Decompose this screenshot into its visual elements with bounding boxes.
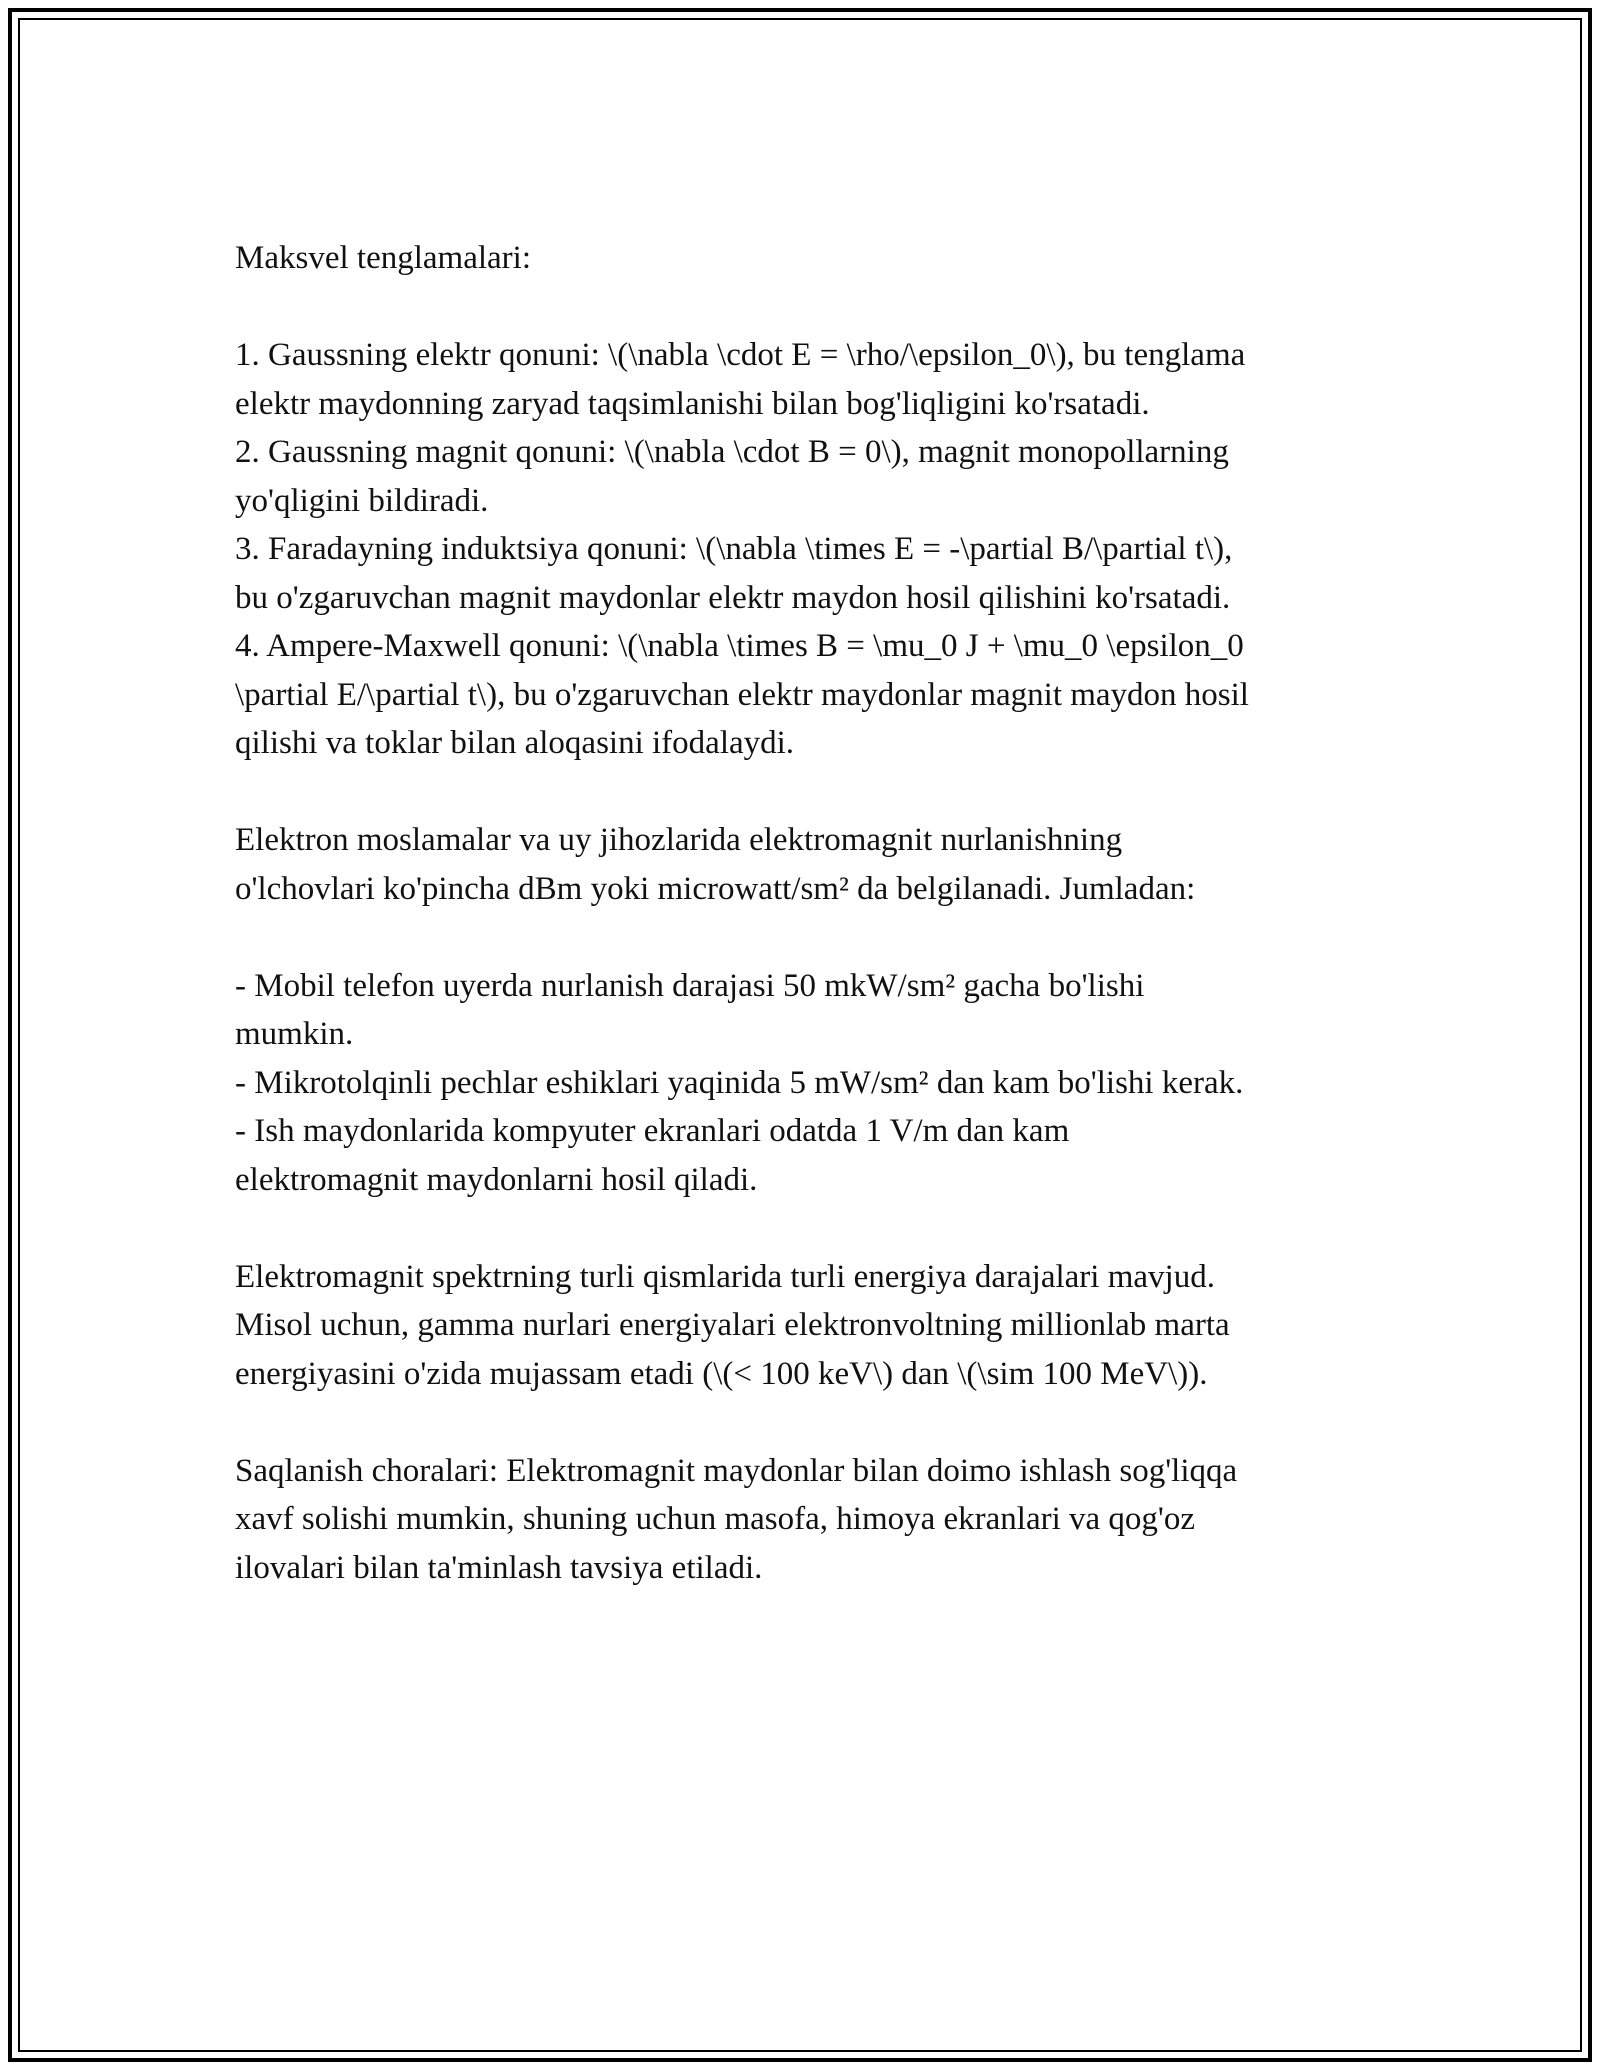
- paragraph-line: Elektron moslamalar va uy jihozlarida elektromagnit nurlanishning: [235, 822, 1123, 858]
- paragraph-gap: [235, 1204, 1375, 1253]
- spectrum-paragraph: [235, 1253, 1375, 1399]
- equation-line: 4. Ampere-Maxwell qonuni: \(\nabla \times B = \mu_0 J + \mu_0 \epsilon_0: [235, 628, 1244, 664]
- protection-paragraph: [235, 1447, 1375, 1593]
- paragraph-line: energiyasini o'zida mujassam etadi (\(< 100 keV\) dan \(\sim 100 MeV\)).: [235, 1355, 1208, 1392]
- paragraph-line: xavf solishi mumkin, shuning uchun masofa, himoya ekranlari va qog'oz: [235, 1501, 1196, 1537]
- paragraph-line: Misol uchun, gamma nurlari energiyalari elektronvoltning millionlab marta: [235, 1307, 1230, 1343]
- equation-item-gauss-magnetic: [235, 428, 1375, 525]
- equation-line: qilishi va toklar bilan aloqasini ifodalaydi.: [235, 725, 795, 761]
- equation-item-faraday: [235, 525, 1375, 622]
- equation-list: [235, 331, 1375, 768]
- example-item-computer-screen: [235, 1107, 1375, 1204]
- document-body: [235, 234, 1375, 1592]
- paragraph-gap: [235, 768, 1375, 817]
- equation-line: \partial E/\partial t\), bu o'zgaruvchan elektr maydonlar magnit maydon hosil: [235, 676, 1249, 713]
- document-title: Maksvel tenglamalari:: [235, 240, 531, 276]
- example-line: elektromagnit maydonlarni hosil qiladi.: [235, 1161, 758, 1198]
- example-line: - Mobil telefon uyerda nurlanish darajasi 50 mkW/sm² gacha bo'lishi: [235, 967, 1145, 1004]
- example-list: [235, 962, 1375, 1205]
- paragraph-line: ilovalari bilan ta'minlash tavsiya etiladi.: [235, 1549, 763, 1586]
- equation-line: 2. Gaussning magnit qonuni: \(\nabla \cdot B = 0\), magnit monopollarning: [235, 434, 1229, 470]
- example-item-mobile-phone: [235, 962, 1375, 1059]
- example-item-microwave: [235, 1059, 1375, 1108]
- measurement-intro-paragraph: [235, 816, 1375, 913]
- paragraph-gap: [235, 283, 1375, 332]
- paragraph-line: Saqlanish choralari: Elektromagnit maydonlar bilan doimo ishlash sog'liqqa: [235, 1452, 1238, 1489]
- example-line: - Mikrotolqinli pechlar eshiklari yaqinida 5 mW/sm² dan kam bo'lishi kerak.: [235, 1064, 1244, 1101]
- equation-line: bu o'zgaruvchan magnit maydonlar elektr maydon hosil qilishini ko'rsatadi.: [235, 579, 1231, 616]
- equation-line: 3. Faradayning induktsiya qonuni: \(\nabla \times E = -\partial B/\partial t\),: [235, 531, 1233, 567]
- paragraph-gap: [235, 913, 1375, 962]
- equation-line: 1. Gaussning elektr qonuni: \(\nabla \cdot E = \rho/\epsilon_0\), bu tenglama: [235, 337, 1246, 373]
- example-line: - Ish maydonlarida kompyuter ekranlari odatda 1 V/m dan kam: [235, 1113, 1070, 1149]
- equation-item-gauss-electric: [235, 331, 1375, 428]
- paragraph-line: Elektromagnit spektrning turli qismlarida turli energiya darajalari mavjud.: [235, 1258, 1215, 1295]
- example-line: mumkin.: [235, 1016, 354, 1052]
- equation-line: yo'qligini bildiradi.: [235, 482, 489, 519]
- equation-line: elektr maydonning zaryad taqsimlanishi bilan bog'liqligini ko'rsatadi.: [235, 385, 1150, 422]
- equation-item-ampere-maxwell: [235, 622, 1375, 768]
- paragraph-line: o'lchovlari ko'pincha dBm yoki microwatt/sm² da belgilanadi. Jumladan:: [235, 870, 1196, 907]
- paragraph-gap: [235, 1398, 1375, 1447]
